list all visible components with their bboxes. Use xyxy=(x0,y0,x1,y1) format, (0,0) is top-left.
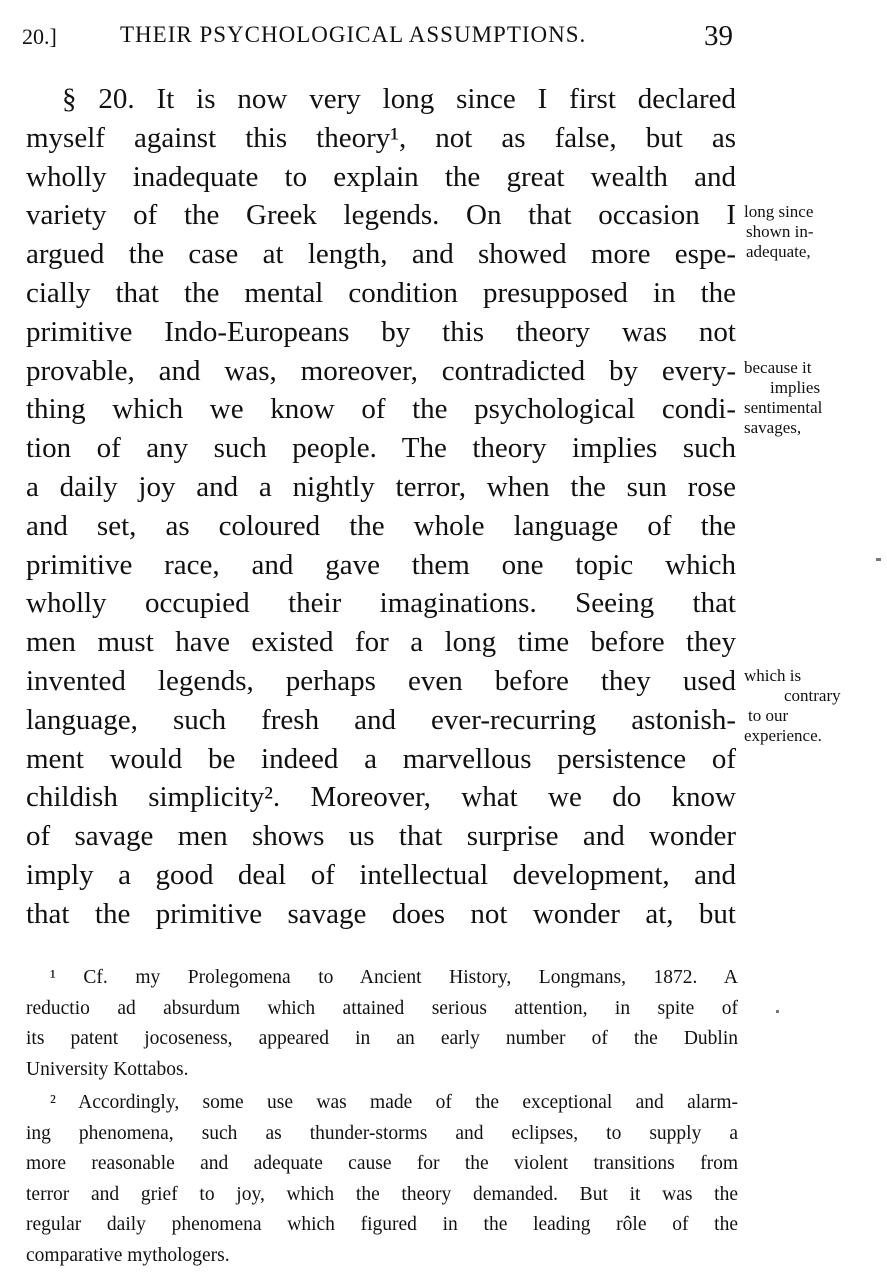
body-text xyxy=(26,80,736,934)
body-line: men must have existed for a long time before they xyxy=(26,626,736,659)
footnote-2-line: ing phenomena, such as thunder-storms and eclipses, to supply a xyxy=(26,1122,738,1144)
sidenote-line: implies xyxy=(770,378,821,397)
body-line: tion of any such people. The theory implies such xyxy=(26,432,736,465)
footnote-1-line: ¹ Cf. my Prolegomena to Ancient History, Longmans, 1872. A xyxy=(50,967,738,988)
footnote-1-line: University Kottabos. xyxy=(26,1058,189,1080)
body-line: primitive race, and gave them one topic which xyxy=(26,548,736,581)
footnote-1-line: reductio ad absurdum which attained serious attention, in spite of xyxy=(26,997,738,1019)
sidenote-sentimental xyxy=(744,358,874,438)
running-head xyxy=(0,18,887,58)
body-line: cially that the mental condition presupposed in the xyxy=(26,276,736,309)
sidenote-line: long since xyxy=(744,202,814,221)
sidenote-line: to our xyxy=(748,706,789,725)
body-line: wholly inadequate to explain the great wealth and xyxy=(26,160,736,193)
footnote-2-line: more reasonable and adequate cause for the violent transitions from xyxy=(26,1153,738,1174)
sidenote-line: shown in- xyxy=(746,222,814,241)
footnote-2-line: comparative mythologers. xyxy=(26,1244,230,1266)
body-line: primitive Indo-Europeans by this theory was not xyxy=(26,315,736,348)
sidenote-line: sentimental xyxy=(744,398,823,417)
body-line: invented legends, perhaps even before they used xyxy=(26,664,736,697)
footnote-2-line: ² Accordingly, some use was made of the exceptional and alarm- xyxy=(50,1092,738,1113)
body-line: a daily joy and a nightly terror, when the sun rose xyxy=(26,470,736,503)
sidenote-line: savages, xyxy=(744,418,802,437)
body-line: myself against this theory¹, not as false, but as xyxy=(26,121,736,154)
footnote-2-line: regular daily phenomena which figured in the leading rôle of the xyxy=(26,1214,738,1235)
body-line: of savage men shows us that surprise and wonder xyxy=(26,820,736,853)
sidenote-line: adequate, xyxy=(746,242,811,261)
sidenote-line: contrary xyxy=(784,686,841,705)
paper-speck xyxy=(876,558,881,561)
sidenote-line: experience. xyxy=(744,726,822,745)
footnotes xyxy=(26,963,738,1271)
body-line: § 20. It is now very long since I first declared xyxy=(62,83,736,115)
sidenote-contrary xyxy=(744,666,874,746)
body-line: wholly occupied their imaginations. Seeing that xyxy=(26,587,736,620)
body-line: that the primitive savage does not wonder at, but xyxy=(26,897,736,930)
body-line: language, such fresh and ever-recurring astonish- xyxy=(26,703,736,736)
section-number: 20.] xyxy=(22,24,57,49)
paper-speck xyxy=(776,1010,779,1013)
body-line: provable, and was, moreover, contradicted by every- xyxy=(26,354,736,387)
body-line: ment would be indeed a marvellous persistence of xyxy=(26,742,736,775)
body-line: variety of the Greek legends. On that occasion I xyxy=(26,199,736,232)
sidenote-line: which is xyxy=(744,666,802,685)
sidenote-inadequate xyxy=(744,202,874,262)
body-line: thing which we know of the psychological condi- xyxy=(26,393,736,426)
footnote-1-line: its patent jocoseness, appeared in an early number of the Dublin xyxy=(26,1028,738,1049)
sidenote-line: because it xyxy=(744,358,812,377)
running-title: THEIR PSYCHOLOGICAL ASSUMPTIONS. xyxy=(120,22,587,47)
body-line: argued the case at length, and showed more espe- xyxy=(26,238,736,271)
body-line: childish simplicity². Moreover, what we do know xyxy=(26,781,736,814)
footnote-2-line: terror and grief to joy, which the theory demanded. But it was the xyxy=(26,1183,738,1205)
body-line: and set, as coloured the whole language of the xyxy=(26,509,736,542)
page-number: 39 xyxy=(704,20,733,52)
body-line: imply a good deal of intellectual development, and xyxy=(26,858,736,891)
